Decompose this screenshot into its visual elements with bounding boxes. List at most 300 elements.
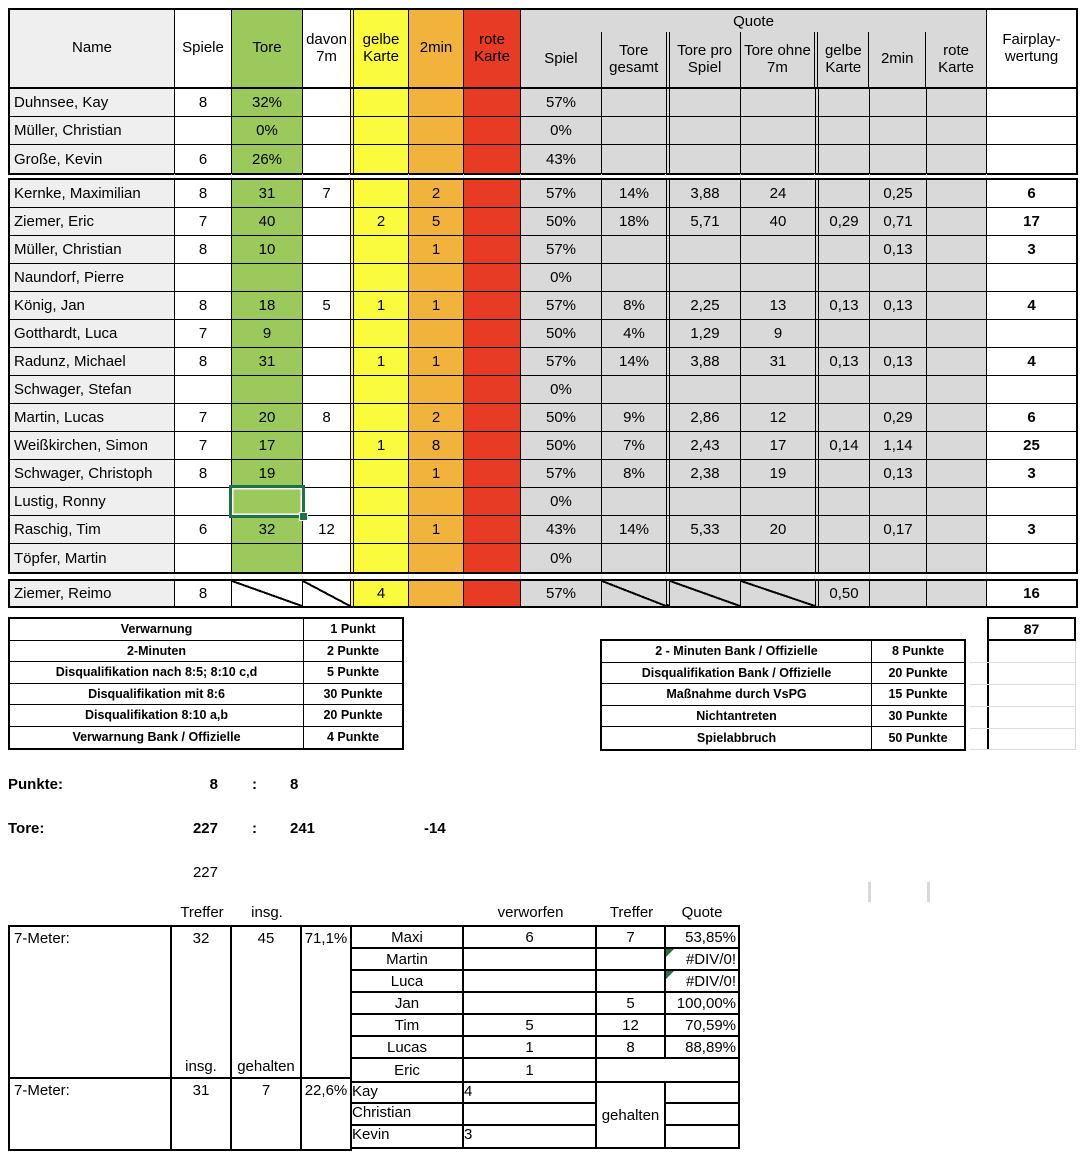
cell-gelbe-karte[interactable] [350,544,409,572]
cell-spiele[interactable] [175,117,232,144]
cell-tore[interactable] [232,264,303,291]
cell-gelbe-karte[interactable] [350,516,409,543]
cell-fairplay[interactable]: 17 [1023,213,1040,230]
cell-quote-spiel[interactable]: 57% [521,180,602,207]
cell-rote-karte[interactable] [464,264,521,291]
cell-quote-gelbe-karte[interactable]: 0,13 [815,292,870,319]
cell-rote-karte[interactable] [464,292,521,319]
cell-quote-tore-ohne-7m[interactable]: 24 [741,180,815,207]
cell-gelbe-karte[interactable] [350,320,409,347]
cell-spiele[interactable]: 8 [175,581,232,606]
cell-davon-7m[interactable]: 5 [322,297,331,314]
cell-2min[interactable] [409,117,464,144]
cell-quote-2min[interactable] [870,320,927,347]
cell-quote-spiel[interactable]: 50% [521,320,602,347]
cell-quote-tore-pro-spiel[interactable]: 3,88 [666,180,741,207]
keeper-verworfen[interactable]: 3 [464,1126,597,1147]
cell-quote-2min[interactable] [870,117,927,144]
cell-rote-karte[interactable] [464,180,521,207]
cell-2min[interactable]: 1 [409,236,464,263]
cell-quote-rote-karte[interactable] [927,432,987,459]
shooter-verworfen[interactable] [464,971,597,991]
cell-fairplay[interactable] [987,488,1076,515]
keeper-verworfen[interactable]: 4 [464,1083,597,1102]
cell-spiele[interactable]: 8 [175,236,232,263]
cell-quote-tore-gesamt[interactable]: 8% [602,292,666,319]
cell-rote-karte[interactable] [464,208,521,235]
cell-quote-rote-karte[interactable] [927,460,987,487]
cell-name[interactable]: Töpfer, Martin [10,544,175,572]
cell-spiele[interactable] [175,544,232,572]
punkte-home[interactable]: 8 [209,776,218,793]
cell-tore[interactable]: 32 [232,516,303,543]
cell-name[interactable]: Ziemer, Eric [10,208,175,235]
shooter-name[interactable]: Eric [352,1059,464,1081]
cell-quote-spiel[interactable]: 0% [521,376,602,403]
cell-quote-tore-ohne-7m[interactable]: 20 [741,516,815,543]
shooter-treffer[interactable]: 8 [597,1037,666,1057]
keeper-quote[interactable] [666,1104,738,1125]
cell-tore[interactable]: 19 [232,460,303,487]
cell-gelbe-karte[interactable] [350,145,409,173]
cell-rote-karte[interactable] [464,404,521,431]
cell-quote-tore-pro-spiel[interactable] [666,544,741,572]
cell-quote-2min[interactable] [870,581,927,606]
cell-gelbe-karte[interactable]: 1 [350,348,409,375]
cell-quote-rote-karte[interactable] [927,581,987,606]
cell-quote-2min[interactable]: 0,29 [870,404,927,431]
cell-quote-gelbe-karte[interactable] [815,264,870,291]
cell-davon-7m-crossed[interactable] [303,581,350,606]
cell-tore[interactable] [232,488,303,515]
cell-davon-7m[interactable] [303,376,350,403]
cell-quote-gelbe-karte[interactable]: 0,50 [815,581,870,606]
cell-fairplay[interactable]: 4 [1027,353,1036,370]
cell-quote-gelbe-karte[interactable]: 0,14 [815,432,870,459]
cell-quote-spiel[interactable]: 0% [521,488,602,515]
cell-quote-tore-gesamt[interactable] [602,145,666,173]
cell-davon-7m[interactable]: 8 [322,409,331,426]
cell-fairplay[interactable] [987,544,1076,572]
cell-quote-2min[interactable]: 0,13 [870,348,927,375]
cell-tore[interactable]: 17 [232,432,303,459]
cell-tore[interactable]: 32% [232,89,303,116]
cell-quote-tore-pro-spiel[interactable]: 3,88 [666,348,741,375]
cell-davon-7m[interactable] [303,117,350,144]
cell-quote-tore-gesamt[interactable] [602,488,666,515]
cell-quote-2min[interactable]: 0,13 [870,460,927,487]
cell-quote-rote-karte[interactable] [927,544,987,572]
cell-gelbe-karte[interactable] [350,264,409,291]
cell-rote-karte[interactable] [464,320,521,347]
cell-gelbe-karte[interactable]: 2 [350,208,409,235]
cell-quote-tore-pro-spiel[interactable]: 2,43 [666,432,741,459]
cell-spiele[interactable]: 8 [175,180,232,207]
cell-rote-karte[interactable] [464,89,521,116]
cell-quote-spiel[interactable]: 57% [521,236,602,263]
keeper-name[interactable]: Kevin [352,1126,464,1147]
cell-spiele[interactable]: 8 [175,89,232,116]
cell-quote-tore-gesamt[interactable]: 14% [602,180,666,207]
gehalten-merged-cell[interactable]: gehalten [597,1083,666,1147]
cell-quote-gelbe-karte[interactable] [815,117,870,144]
cell-quote-tore-ohne-7m[interactable] [741,544,815,572]
cell-davon-7m[interactable] [303,236,350,263]
cell-quote-gelbe-karte[interactable] [815,376,870,403]
cell-quote-tore-ohne-7m[interactable] [741,117,815,144]
cell-quote-tore-pro-spiel[interactable] [666,488,741,515]
cell-quote-tore-pro-spiel[interactable]: 1,29 [666,320,741,347]
cell-2min[interactable] [409,320,464,347]
cell-fairplay[interactable] [987,320,1076,347]
keeper-quote[interactable] [666,1126,738,1147]
cell-gelbe-karte[interactable] [350,460,409,487]
cell-spiele[interactable] [175,264,232,291]
cell-quote-tore-gesamt[interactable]: 9% [602,404,666,431]
cell-quote-tore-pro-spiel[interactable] [666,89,741,116]
cell-fairplay[interactable]: 3 [1027,521,1036,538]
shooter-treffer[interactable]: 5 [597,993,666,1013]
shooter-verworfen[interactable]: 1 [464,1059,597,1081]
cell-quote-tore-pro-spiel[interactable] [666,236,741,263]
cell-spiele[interactable]: 7 [175,432,232,459]
cell-2min[interactable]: 2 [409,404,464,431]
cell-quote-2min[interactable]: 0,17 [870,516,927,543]
cell-davon-7m[interactable] [303,89,350,116]
cell-quote-tore-gesamt[interactable]: 18% [602,208,666,235]
shooter-quote[interactable]: #DIV/0! [666,971,738,991]
cell-quote-tore-gesamt[interactable] [602,376,666,403]
cell-gelbe-karte[interactable]: 4 [350,581,409,606]
cell-gelbe-karte[interactable]: 1 [350,432,409,459]
attack-quote-col[interactable]: 71,1% [304,930,348,947]
cell-quote-spiel[interactable]: 0% [521,264,602,291]
cell-gelbe-karte[interactable] [350,404,409,431]
cell-name[interactable]: Raschig, Tim [10,516,175,543]
cell-tore[interactable] [232,376,303,403]
cell-name[interactable]: Ziemer, Reimo [10,581,175,606]
keeper-insg-col[interactable]: 31 [172,1079,232,1149]
cell-quote-tore-gesamt[interactable]: 7% [602,432,666,459]
shooter-name[interactable]: Jan [352,993,464,1013]
cell-davon-7m[interactable] [303,432,350,459]
cell-quote-tore-pro-spiel[interactable]: 2,25 [666,292,741,319]
cell-quote-spiel[interactable]: 43% [521,145,602,173]
cell-quote-2min[interactable]: 0,13 [870,236,927,263]
cell-2min[interactable] [409,581,464,606]
cell-davon-7m[interactable]: 12 [318,521,335,538]
cell-quote-tore-gesamt[interactable] [602,89,666,116]
cell-name[interactable]: Radunz, Michael [10,348,175,375]
cell-2min[interactable] [409,376,464,403]
cell-spiele[interactable]: 8 [175,348,232,375]
cell-quote-rote-karte[interactable] [927,180,987,207]
cell-rote-karte[interactable] [464,376,521,403]
cell-gelbe-karte[interactable] [350,236,409,263]
shooter-verworfen[interactable] [464,949,597,969]
shooter-verworfen[interactable] [464,993,597,1013]
cell-fairplay[interactable]: 3 [1027,465,1036,482]
cell-davon-7m[interactable] [303,264,350,291]
cell-spiele[interactable] [175,376,232,403]
cell-name[interactable]: Große, Kevin [10,145,175,173]
cell-quote-spiel[interactable]: 50% [521,208,602,235]
cell-fairplay[interactable]: 6 [1027,409,1036,426]
cell-tore[interactable]: 26% [232,145,303,173]
cell-fairplay[interactable] [987,145,1076,173]
cell-name[interactable]: Martin, Lucas [10,404,175,431]
cell-gelbe-karte[interactable] [350,180,409,207]
cell-quote-2min[interactable] [870,376,927,403]
cell-davon-7m[interactable] [303,460,350,487]
cell-quote-2min[interactable]: 0,71 [870,208,927,235]
cell-quote-rote-karte[interactable] [927,89,987,116]
cell-quote-gelbe-karte[interactable]: 0,29 [815,208,870,235]
cell-davon-7m[interactable] [303,544,350,572]
cell-rote-karte[interactable] [464,236,521,263]
cell-quote-2min[interactable]: 0,25 [870,180,927,207]
cell-quote-2min[interactable] [870,544,927,572]
cell-name[interactable]: Kernke, Maximilian [10,180,175,207]
cell-quote-spiel[interactable]: 0% [521,544,602,572]
cell-quote-tore-ohne-7m[interactable] [741,376,815,403]
cell-rote-karte[interactable] [464,516,521,543]
cell-quote-tore-ohne-7m[interactable] [741,236,815,263]
cell-name[interactable]: König, Jan [10,292,175,319]
cell-gelbe-karte[interactable]: 1 [350,292,409,319]
cell-gelbe-karte[interactable] [350,89,409,116]
cell-name[interactable]: Duhnsee, Kay [10,89,175,116]
cell-rote-karte[interactable] [464,117,521,144]
cell-2min[interactable] [409,488,464,515]
cell-name[interactable]: Gotthardt, Luca [10,320,175,347]
cell-rote-karte[interactable] [464,348,521,375]
cell-2min[interactable]: 1 [409,460,464,487]
cell-2min[interactable]: 8 [409,432,464,459]
cell-fairplay[interactable] [987,264,1076,291]
cell-spiele[interactable]: 7 [175,320,232,347]
cell-quote-spiel[interactable]: 57% [521,89,602,116]
cell-gelbe-karte[interactable] [350,376,409,403]
cell-quote-tore-gesamt[interactable] [602,264,666,291]
cell-quote-tore-ohne-7m[interactable]: 19 [741,460,815,487]
cell-quote-tore-pro-spiel[interactable]: 5,71 [666,208,741,235]
cell-rote-karte[interactable] [464,544,521,572]
cell-quote-2min[interactable] [870,89,927,116]
shooter-quote[interactable]: 70,59% [685,1016,736,1034]
cell-fairplay[interactable] [987,117,1076,144]
cell-quote-spiel[interactable]: 0% [521,117,602,144]
cell-2min[interactable]: 2 [409,180,464,207]
cell-2min[interactable]: 1 [409,348,464,375]
keeper-name[interactable]: Kay [352,1083,464,1102]
cell-quote-tore-ohne-7m[interactable] [741,145,815,173]
cell-quote-tore-ohne-7m[interactable]: 9 [741,320,815,347]
cell-quote-gelbe-karte[interactable] [815,488,870,515]
cell-rote-karte[interactable] [464,145,521,173]
cell-quote-spiel[interactable]: 57% [521,348,602,375]
cell-quote-tore-gesamt-crossed[interactable] [602,581,666,606]
cell-quote-tore-pro-spiel[interactable]: 5,33 [666,516,741,543]
cell-tore[interactable]: 31 [232,180,303,207]
shooter-empty-merged-cell[interactable] [597,1059,738,1081]
cell-rote-karte[interactable] [464,488,521,515]
cell-quote-tore-gesamt[interactable] [602,117,666,144]
cell-quote-tore-ohne-7m[interactable]: 17 [741,432,815,459]
cell-quote-gelbe-karte[interactable]: 0,13 [815,348,870,375]
cell-quote-tore-gesamt[interactable]: 14% [602,348,666,375]
keeper-name[interactable]: Christian [352,1104,464,1123]
cell-quote-gelbe-karte[interactable] [815,544,870,572]
cell-davon-7m[interactable] [303,348,350,375]
cell-tore[interactable]: 0% [232,117,303,144]
cell-2min[interactable] [409,264,464,291]
shooter-verworfen[interactable]: 6 [464,927,597,947]
shooter-verworfen[interactable]: 5 [464,1015,597,1035]
cell-tore[interactable]: 9 [232,320,303,347]
cell-2min[interactable] [409,145,464,173]
cell-quote-tore-ohne-7m-crossed[interactable] [741,581,815,606]
cell-fairplay[interactable]: 3 [1027,241,1036,258]
cell-fairplay[interactable] [987,376,1076,403]
cell-rote-karte[interactable] [464,432,521,459]
cell-quote-spiel[interactable]: 57% [521,460,602,487]
cell-tore[interactable]: 31 [232,348,303,375]
cell-tore[interactable]: 40 [232,208,303,235]
cell-quote-2min[interactable] [870,145,927,173]
tore-diff[interactable]: -14 [424,820,446,837]
cell-quote-spiel[interactable]: 50% [521,432,602,459]
cell-2min[interactable] [409,544,464,572]
cell-quote-tore-gesamt[interactable]: 14% [602,516,666,543]
cell-quote-gelbe-karte[interactable] [815,89,870,116]
punkte-away[interactable]: 8 [290,776,299,793]
cell-name[interactable]: Lustig, Ronny [10,488,175,515]
cell-quote-2min[interactable]: 0,13 [870,292,927,319]
cell-quote-rote-karte[interactable] [927,404,987,431]
cell-quote-spiel[interactable]: 43% [521,516,602,543]
cell-quote-gelbe-karte[interactable] [815,145,870,173]
shooter-quote[interactable]: #DIV/0! [666,949,738,969]
cell-rote-karte[interactable] [464,460,521,487]
cell-quote-tore-ohne-7m[interactable] [741,89,815,116]
cell-davon-7m[interactable]: 7 [322,185,331,202]
cell-quote-gelbe-karte[interactable] [815,236,870,263]
cell-quote-tore-ohne-7m[interactable]: 12 [741,404,815,431]
cell-quote-tore-pro-spiel[interactable]: 2,86 [666,404,741,431]
cell-quote-rote-karte[interactable] [927,488,987,515]
shooter-treffer[interactable]: 12 [597,1015,666,1035]
cell-quote-tore-ohne-7m[interactable]: 13 [741,292,815,319]
cell-fairplay[interactable]: 6 [1027,185,1036,202]
cell-quote-2min[interactable] [870,488,927,515]
shooter-treffer[interactable]: 7 [597,927,666,947]
cell-name[interactable]: Müller, Christian [10,236,175,263]
cell-quote-tore-pro-spiel-crossed[interactable] [666,581,741,606]
cell-quote-rote-karte[interactable] [927,292,987,319]
shooter-name[interactable]: Lucas [352,1037,464,1057]
cell-quote-tore-gesamt[interactable]: 8% [602,460,666,487]
cell-quote-tore-gesamt[interactable] [602,236,666,263]
cell-quote-rote-karte[interactable] [927,376,987,403]
cell-quote-rote-karte[interactable] [927,236,987,263]
cell-quote-tore-pro-spiel[interactable]: 2,38 [666,460,741,487]
cell-davon-7m[interactable] [303,488,350,515]
cell-spiele[interactable] [175,488,232,515]
fairplay-total-cell[interactable]: 87 [987,617,1076,641]
cell-quote-tore-ohne-7m[interactable]: 31 [741,348,815,375]
shooter-quote[interactable]: 88,89% [685,1038,736,1056]
shooter-name[interactable]: Luca [352,971,464,991]
cell-name[interactable]: Schwager, Christoph [10,460,175,487]
cell-quote-tore-ohne-7m[interactable]: 40 [741,208,815,235]
cell-2min[interactable] [409,89,464,116]
shooter-name[interactable]: Martin [352,949,464,969]
cell-spiele[interactable]: 6 [175,516,232,543]
cell-quote-gelbe-karte[interactable] [815,320,870,347]
cell-davon-7m[interactable] [303,145,350,173]
keeper-gehalten-col[interactable]: 7 [232,1079,302,1149]
cell-2min[interactable]: 1 [409,516,464,543]
cell-name[interactable]: Müller, Christian [10,117,175,144]
cell-spiele[interactable]: 8 [175,460,232,487]
cell-name[interactable]: Weißkirchen, Simon [10,432,175,459]
cell-rote-karte[interactable] [464,581,521,606]
attack-treffer-col[interactable]: 32 insg. [172,927,232,1077]
cell-quote-tore-pro-spiel[interactable] [666,145,741,173]
cell-quote-gelbe-karte[interactable] [815,516,870,543]
cell-fairplay[interactable]: 25 [1023,437,1040,454]
cell-tore-crossed[interactable] [232,581,303,606]
tore-away[interactable]: 241 [290,820,316,837]
shooter-name[interactable]: Tim [352,1015,464,1035]
cell-spiele[interactable]: 7 [175,404,232,431]
cell-davon-7m[interactable] [303,208,350,235]
cell-quote-rote-karte[interactable] [927,117,987,144]
cell-quote-tore-gesamt[interactable]: 4% [602,320,666,347]
cell-gelbe-karte[interactable] [350,117,409,144]
cell-quote-rote-karte[interactable] [927,208,987,235]
shooter-verworfen[interactable]: 1 [464,1037,597,1057]
cell-quote-2min[interactable] [870,264,927,291]
cell-spiele[interactable]: 7 [175,208,232,235]
cell-2min[interactable]: 5 [409,208,464,235]
cell-tore[interactable]: 10 [232,236,303,263]
cell-2min[interactable]: 1 [409,292,464,319]
cell-name[interactable]: Naundorf, Pierre [10,264,175,291]
cell-quote-gelbe-karte[interactable] [815,404,870,431]
cell-quote-tore-pro-spiel[interactable] [666,117,741,144]
cell-quote-spiel[interactable]: 50% [521,404,602,431]
cell-quote-gelbe-karte[interactable] [815,180,870,207]
cell-spiele[interactable]: 8 [175,292,232,319]
keeper-quote[interactable] [666,1083,738,1104]
keeper-verworfen[interactable] [464,1104,597,1123]
cell-gelbe-karte[interactable] [350,488,409,515]
shooter-treffer[interactable] [597,971,666,991]
cell-quote-rote-karte[interactable] [927,320,987,347]
cell-quote-spiel[interactable]: 57% [521,292,602,319]
shooter-quote[interactable]: 100,00% [676,994,736,1012]
cell-spiele[interactable]: 6 [175,145,232,173]
cell-davon-7m[interactable] [303,320,350,347]
tore-home[interactable]: 227 [192,820,218,837]
cell-quote-gelbe-karte[interactable] [815,460,870,487]
cell-quote-tore-pro-spiel[interactable] [666,376,741,403]
attack-insg-col[interactable]: 45 gehalten [232,927,302,1077]
cell-tore[interactable]: 20 [232,404,303,431]
cell-quote-tore-ohne-7m[interactable] [741,488,815,515]
